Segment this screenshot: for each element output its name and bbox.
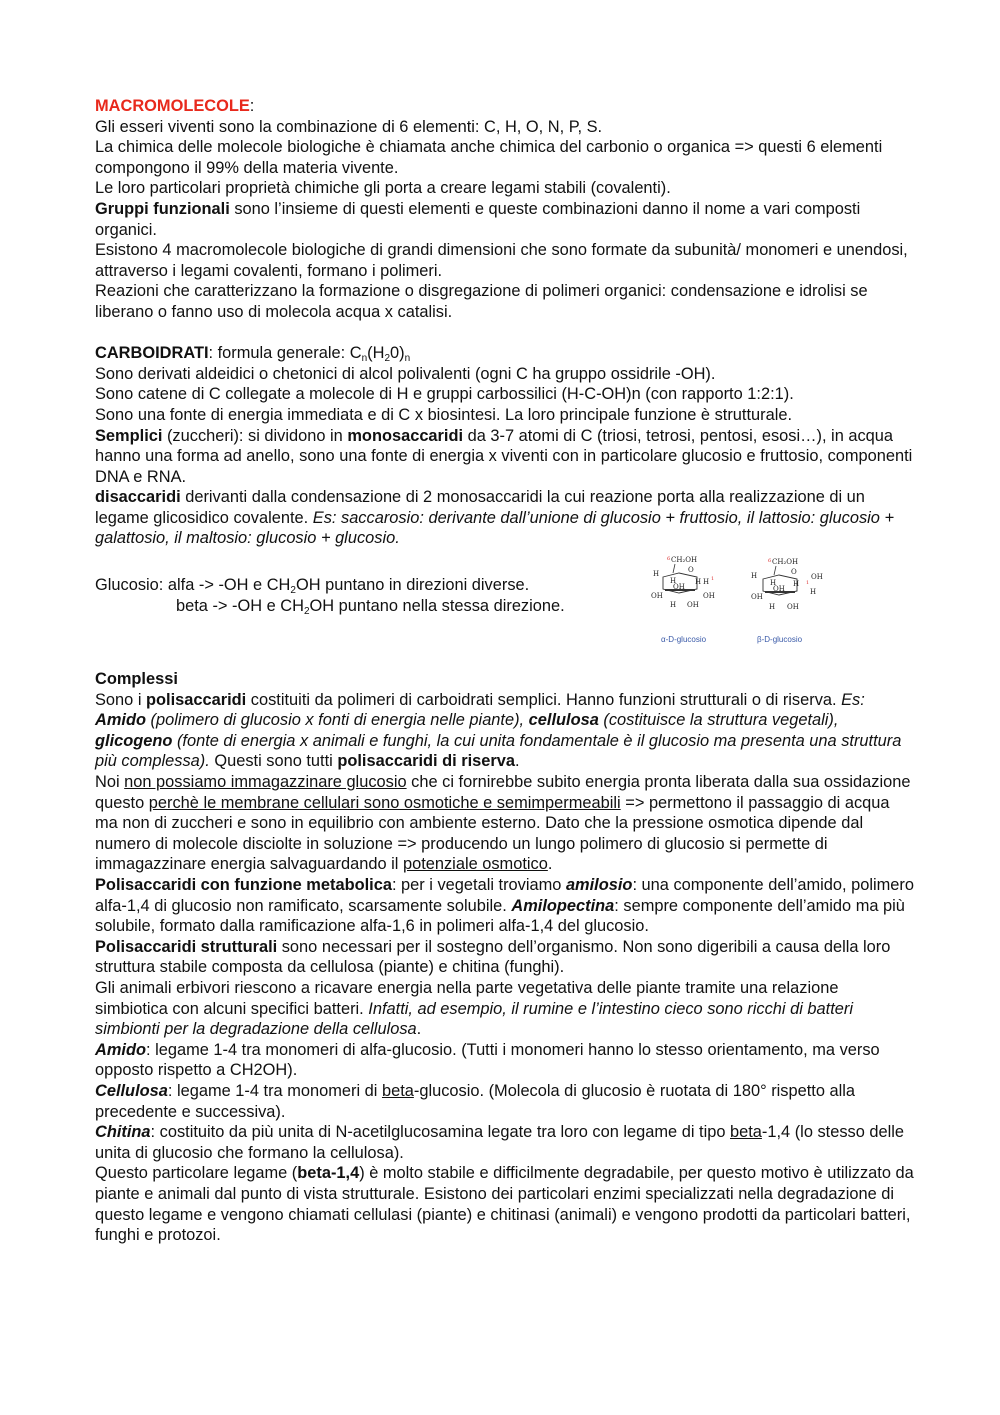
text: . [416, 1020, 422, 1039]
text: Glucosio: alfa -> -OH e CH [95, 576, 291, 595]
intro-line-4-text: sono l’insieme di questi elementi e queste combinazioni danno il nome a vari composti organici. [95, 199, 861, 239]
label: H [793, 580, 800, 589]
term: Amido [95, 711, 146, 730]
text: Noi [95, 773, 125, 792]
term: Cellulosa [95, 1081, 168, 1100]
term: beta-1,4 [297, 1164, 360, 1183]
polisaccaridi-paragraph [95, 690, 915, 772]
label: H [695, 578, 702, 587]
italic-text: Infatti, ad esempio, il rumine e l’intestino cieco sono ricchi di batteri simbionti per la degradazione della cellulosa [95, 999, 853, 1039]
text: (polimero di glucosio x fonti di energia nelle piante), [146, 711, 529, 730]
text: da 3-7 atomi di C (triosi, tetrosi, pentosi, esosi…), in acqua hanno una forma ad anello, sono una fonte di energia x viventi con in particolare glucosio e fruttosio, componenti DNA e RNA. [95, 426, 913, 486]
label: 6 [667, 556, 671, 563]
intro-line-6: Reazioni che caratterizzano la formazione o disgregazione di polimeri organici: condensazione e idrolisi se liberano o fanno uso di molecola acqua x catalisi. [95, 282, 868, 321]
glucosio-text [95, 575, 635, 616]
label: OH [811, 573, 823, 582]
term: cellulosa [528, 711, 599, 730]
formula-end: 0) [390, 344, 405, 363]
glucosio-alfa-line [95, 575, 635, 596]
intro-line-5: Esistono 4 macromolecole biologiche di grandi dimensioni che sono formate da subunità/ monomeri e unendosi, attraverso i legami covalenti, formano i polimeri. [95, 241, 908, 280]
text: Questi sono tutti [209, 752, 338, 771]
carbo-line-1: Sono derivati aldeidici o chetonici di alcol polivalenti (ogni C ha gruppo ossidrile -OH). [95, 364, 716, 383]
glucosio-section [95, 551, 915, 669]
label: OH [651, 592, 663, 601]
text: Gli animali erbivori riescono a ricavare energia nella parte vegetativa delle piante tramite una relazione simbiotica con alcuni specifici batteri. [95, 978, 839, 1018]
term: Polisaccaridi strutturali [95, 937, 278, 956]
label: H [770, 579, 777, 588]
formula-label: : formula generale: C [208, 344, 362, 363]
text: (costituisce la struttura vegetali), [598, 711, 839, 730]
underlined-text: potenziale osmotico [402, 855, 548, 874]
label: H [703, 578, 710, 587]
document-page [95, 96, 915, 1246]
strutturali-paragraph [95, 937, 915, 978]
term: Polisaccaridi con funzione metabolica [95, 876, 392, 894]
disaccaridi-paragraph [95, 487, 915, 549]
term: Amido [95, 1040, 146, 1059]
text: sono necessari per il sostegno dell’organismo. Non sono digeribili a causa della loro struttura stabile composta da cellulosa (piante) e chitina (funghi). [95, 937, 891, 977]
example-text: Es: saccarosio: derivante dall’unione di glucosio + fruttosio, il lattosio: glucosio + galattosio, il maltosio: glucosio + glucosio. [95, 508, 895, 548]
label: OH [673, 583, 685, 592]
label: H [769, 603, 776, 612]
intro-line-4 [95, 199, 915, 240]
text: costituiti da polimeri di carboidrati semplici. Hanno funzioni strutturali o di riserva. [246, 690, 842, 709]
label: OH [787, 603, 799, 612]
underlined-text: non possiamo immagazzinare glucosio [124, 773, 407, 792]
text: ) è molto stabile e difficilmente degradabile, per questo motivo è utilizzato da piante e animali dal punto di vista strutturale. Esistono dei particolari enzimi specializzati nella degradazione di questo legame e vengono chiamati cellulasi (piante) e chitinasi (animali) e vengono prodotti da particolari batteri, funghi e protozoi. [95, 1164, 914, 1245]
intro-line-3: Le loro particolari proprietà chimiche gli porta a creare legami stabili (covalenti). [95, 179, 671, 198]
label: O [688, 566, 694, 575]
text: : per i vegetali troviamo [391, 876, 566, 894]
text: derivanti dalla condensazione di 2 monosaccaridi la cui reazione porta alla realizzazione di un legame glicosidico covalente. [95, 488, 865, 527]
label: OH [751, 593, 763, 602]
label: 1 [806, 580, 810, 587]
formula-mid: (H [367, 344, 385, 363]
term: polisaccaridi di riserva [337, 752, 516, 771]
term: Amilopectina [511, 896, 615, 915]
intro-title-line [95, 96, 915, 117]
label: H [670, 601, 677, 610]
section-title-carboidrati: CARBOIDRATI [95, 344, 209, 363]
section-title-macromolecole: MACROMOLECOLE [95, 97, 250, 115]
text: => permettono il passaggio di acqua ma non di zuccheri e sono in equilibrio con ambiente esterno. Dato che la pressione osmotica dipende dal numero di molecole disciolte in soluzione => producendo un lungo polimero di glucosio si permette di immagazzinare energia salvaguardando il [95, 793, 890, 874]
sub: 2 [290, 585, 296, 597]
text: Sono i [95, 690, 147, 709]
alpha-glucose-structure [651, 556, 715, 644]
complessi-heading [95, 669, 915, 690]
term: amilosio [565, 876, 633, 894]
text: : una componente dell’amido, polimero alfa-1,4 di glucosio non ramificato, scarsamente solubile. [95, 876, 914, 915]
glucosio-beta-line [95, 596, 635, 617]
section-title-complessi: Complessi [95, 670, 178, 689]
beta-glucose-caption: β-D-glucosio [757, 635, 803, 645]
text: : costituito da più unita di N-acetilglucosamina legate tra loro con legame di tipo [150, 1123, 731, 1142]
chitina-paragraph [95, 1122, 915, 1163]
carboidrati-heading [95, 343, 915, 364]
sub: 2 [303, 605, 310, 617]
label: 1 [711, 576, 715, 583]
label: CH₂OH [671, 556, 698, 565]
glucose-structures-figure [645, 549, 845, 649]
text: che ci fornirebbe subito energia pronta liberata dalla sua ossidazione questo [95, 773, 911, 812]
term: Chitina [95, 1123, 151, 1142]
text: -1,4 (lo stesso delle unita di glucosio che formano la cellulosa). [95, 1123, 905, 1162]
formula-sub: n [361, 353, 368, 365]
text: : sempre componente dell’amido ma più solubile, formato dalla ramificazione alfa-1,6 in polimeri alfa-1,4 del glucosio. [95, 896, 905, 936]
underlined-text: beta [381, 1081, 414, 1100]
text: . [515, 752, 520, 771]
text: (fonte di energia x animali e funghi, la cui unita fondamentale è il glucosio ma presenta una struttura più complessa). [95, 731, 902, 771]
text: Es: [841, 690, 865, 709]
label: H [670, 577, 677, 586]
intro-line-2: La chimica delle molecole biologiche è chiamata anche chimica del carbonio o organica => questi 6 elementi compongono il 99% della materia vivente. [95, 138, 883, 177]
carbo-line-2: Sono catene di C collegate a molecole di H e gruppi carbossilici (H-C-OH)n (con rapporto 1:2:1). [95, 385, 794, 404]
label: 6 [768, 558, 772, 565]
semplici-term: Semplici [95, 426, 163, 445]
text: OH puntano in direzioni diverse. [295, 576, 530, 595]
title-colon: : [249, 97, 255, 115]
formula-sub: n [404, 353, 411, 365]
intro-line-1: Gli esseri viventi sono la combinazione di 6 elementi: C, H, O, N, P, S. [95, 117, 603, 136]
label: CH₂OH [772, 558, 799, 567]
amido-paragraph [95, 1040, 915, 1081]
text: . [547, 855, 553, 874]
beta-glucose-structure [751, 558, 823, 644]
label: H [751, 572, 758, 581]
spacer [95, 323, 915, 344]
text: -glucosio. (Molecola di glucosio è ruotata di 180° rispetto alla precedente e successiva). [95, 1081, 856, 1121]
text: OH puntano nella stessa direzione. [309, 596, 565, 615]
label: OH [773, 585, 785, 594]
disaccaridi-term: disaccaridi [95, 488, 181, 507]
underlined-text: perchè le membrane cellulari sono osmotiche e semimpermeabili [148, 793, 621, 812]
text: (zuccheri): si dividono in [162, 426, 348, 445]
semplici-paragraph [95, 426, 915, 488]
text: : legame 1-4 tra monomeri di alfa-glucosio. (Tutti i monomeri hanno lo stesso orientamento, ma verso opposto rispetto a CH2OH). [95, 1040, 880, 1080]
term: glicogeno [95, 731, 173, 750]
label: H [653, 570, 660, 579]
formula-sub: 2 [384, 353, 390, 365]
underlined-text: beta [730, 1123, 762, 1142]
text: : legame 1-4 tra monomeri di [167, 1081, 382, 1100]
erbivori-paragraph [95, 978, 915, 1040]
cellulosa-paragraph [95, 1081, 915, 1122]
alpha-glucose-caption: α-D-glucosio [661, 635, 707, 645]
carbo-line-3: Sono una fonte di energia immediata e di C x biosintesi. La loro principale funzione è strutturale. [95, 405, 793, 424]
osmotic-paragraph [95, 772, 915, 875]
gruppi-funzionali-term: Gruppi funzionali [95, 199, 230, 218]
label: H [810, 588, 817, 597]
text: Questo particolare legame ( [95, 1164, 298, 1183]
term: polisaccaridi [146, 690, 247, 709]
label: OH [687, 601, 699, 610]
monosaccaridi-term: monosaccaridi [347, 426, 464, 445]
label: O [791, 568, 797, 577]
beta-legame-paragraph [95, 1163, 915, 1245]
label: OH [703, 592, 715, 601]
text: beta -> -OH e CH [176, 596, 304, 615]
metabolica-paragraph [95, 875, 915, 937]
